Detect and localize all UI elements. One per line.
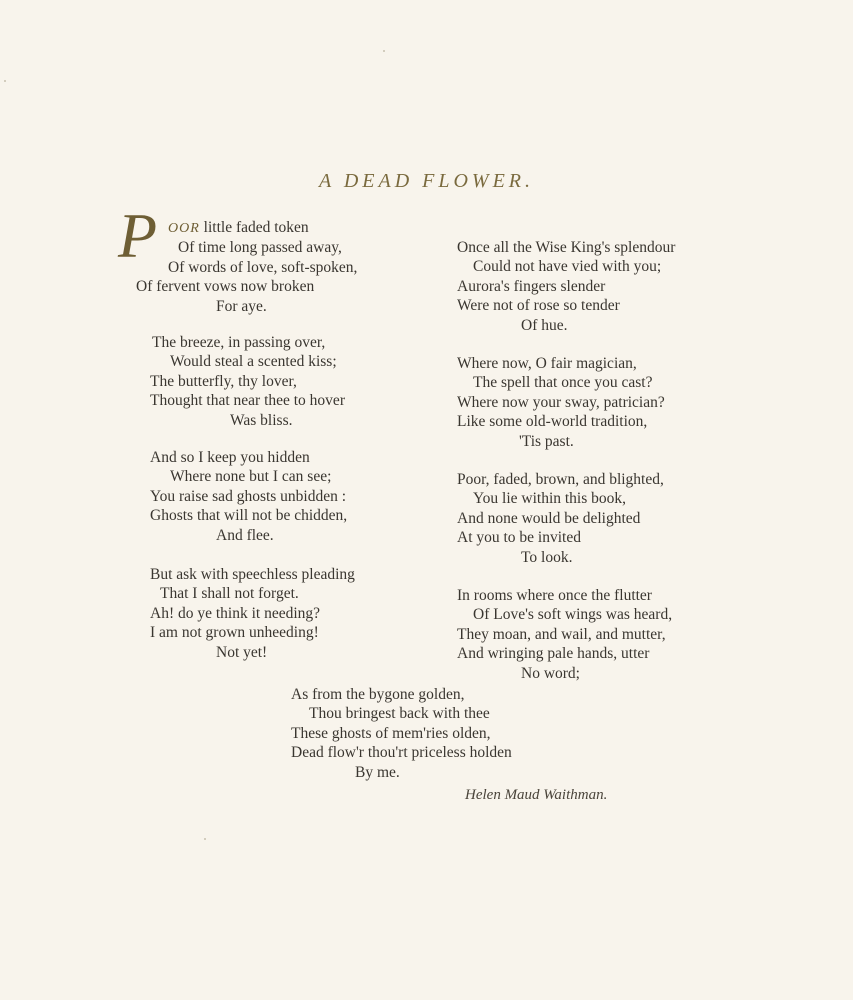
lead-caps: OOR	[168, 221, 200, 236]
poem-line: They moan, and wail, and mutter,	[457, 625, 666, 643]
poem-line: For aye.	[216, 297, 267, 315]
poem-line: And flee.	[216, 526, 274, 544]
poem-line: Thou bringest back with thee	[309, 705, 490, 723]
poem-line: Where now your sway, patrician?	[457, 393, 665, 411]
poem-line: Of fervent vows now broken	[136, 278, 315, 296]
poem-line: And so I keep you hidden	[150, 449, 310, 466]
stanza-9	[291, 685, 512, 782]
poem-line: And wringing pale hands, utter	[457, 645, 650, 663]
paper-speck	[204, 838, 206, 840]
poem-line: The breeze, in passing over,	[152, 334, 326, 351]
poem-line: As from the bygone golden,	[291, 686, 465, 703]
stanza-2	[150, 333, 345, 430]
stanza-3	[150, 448, 347, 545]
paper-speck	[383, 50, 385, 52]
poem-line: The butterfly, thy lover,	[150, 372, 297, 390]
poem-line: Thought that near thee to hover	[150, 392, 345, 410]
poem-line: But ask with speechless pleading	[150, 566, 355, 583]
poem-line: Of words of love, soft-spoken,	[168, 258, 358, 276]
poem-line: 'Tis past.	[519, 432, 574, 450]
paper-speck	[4, 80, 6, 82]
poem-line: Ah! do ye think it needing?	[150, 604, 321, 622]
poem-line: That I shall not forget.	[160, 585, 299, 603]
poem-line: Could not have vied with you;	[473, 258, 662, 276]
poem-line: No word;	[521, 664, 580, 682]
poem-line: You lie within this book,	[473, 490, 627, 508]
poem-line: You raise sad ghosts unbidden :	[150, 487, 347, 505]
stanza-6	[457, 354, 665, 451]
poem-line: I am not grown unheeding!	[150, 624, 319, 642]
poem-line: Like some old-world tradition,	[457, 413, 648, 431]
poem-line: Would steal a scented kiss;	[170, 353, 337, 371]
stanza-4	[150, 565, 355, 662]
poem-line: The spell that once you cast?	[473, 374, 653, 392]
poem-line: Once all the Wise King's splendour	[457, 239, 676, 256]
poem-line: Aurora's fingers slender	[457, 277, 606, 295]
poem-line: Where none but I can see;	[170, 468, 332, 486]
poem-line: Where now, O fair magician,	[457, 355, 637, 372]
poem-line: To look.	[521, 548, 573, 566]
poem-line: Of hue.	[521, 316, 568, 334]
stanza-1	[136, 218, 358, 316]
drop-cap: P	[118, 200, 158, 271]
first-line-text: little faded token	[203, 219, 309, 236]
poem-line: At you to be invited	[457, 529, 581, 547]
poem-line: Of Love's soft wings was heard,	[473, 606, 673, 624]
stanza-8	[457, 586, 672, 683]
poem-line: Not yet!	[216, 643, 268, 661]
poem-line: And none would be delighted	[457, 509, 641, 527]
poem-line: Was bliss.	[230, 411, 293, 429]
poem-line: Dead flow'r thou'rt priceless holden	[291, 744, 512, 762]
poem-line-1	[150, 218, 357, 238]
author-signature: Helen Maud Waithman.	[465, 787, 608, 803]
poem-line: Ghosts that will not be chidden,	[150, 507, 348, 525]
poem-line: Of time long passed away,	[178, 239, 342, 257]
stanza-5	[457, 238, 675, 335]
poem-line: By me.	[355, 763, 400, 781]
poem-line: These ghosts of mem'ries olden,	[291, 724, 491, 742]
poem-line: Were not of rose so tender	[457, 297, 620, 315]
stanza-7	[457, 470, 664, 567]
poem-title: A DEAD FLOWER.	[318, 170, 535, 192]
poem-line: In rooms where once the flutter	[457, 587, 652, 604]
poem-line: Poor, faded, brown, and blighted,	[457, 471, 664, 488]
